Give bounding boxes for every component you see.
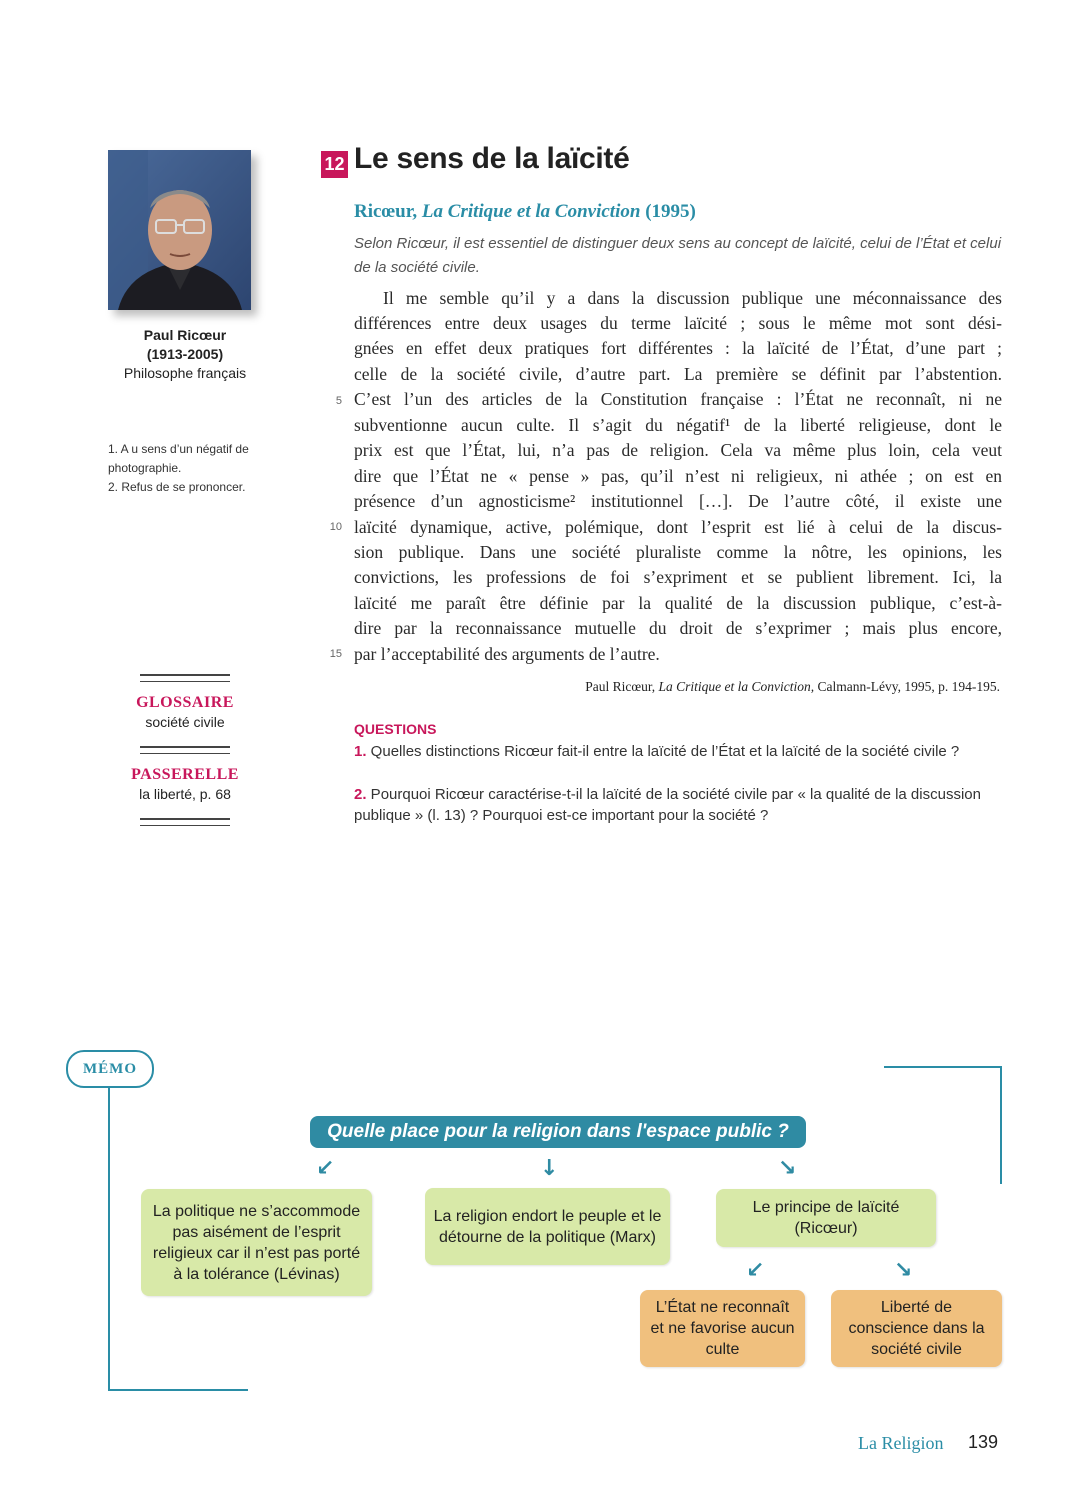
line-number: 15 — [329, 648, 342, 660]
text-line: laïcité me paraît être définie par la qualité de la discussion publique, c’est-à- — [354, 593, 1002, 613]
memo-box-liberte: Liberté de conscience dans la société civile — [831, 1290, 1002, 1367]
text-line: convictions, les professions de foi s’expriment et se publient librement. Ici, la — [354, 567, 1002, 587]
text-line: Il me semble qu’il y a dans la discussion publique une méconnaissance des — [383, 288, 1002, 308]
memo-frame-right — [1000, 1066, 1002, 1184]
arrow-down-left-icon: ↙ — [316, 1156, 335, 1181]
footer-section: La Religion — [858, 1433, 944, 1453]
page-number: 139 — [968, 1432, 999, 1452]
memo-box-levinas: La politique ne s’accommode pas aisément de l’esprit religieux car il n’est pas porté à la tolérance (Lévinas) — [141, 1189, 372, 1296]
text-line: laïcité dynamique, active, polémique, dont l’esprit est lié à celui de la discus- — [354, 517, 1002, 537]
memo-frame-top — [884, 1066, 1002, 1068]
memo-question: Quelle place pour la religion dans l'espace public ? — [310, 1116, 806, 1148]
questions-title: QUESTIONS — [354, 721, 437, 737]
text-line: prix est que l’État, lui, n’a pas de religion. Cela va même plus loin, cela veut — [354, 440, 1002, 460]
divider — [140, 818, 230, 826]
reference-year: (1995) — [640, 201, 696, 222]
footnote-2: 2. Refus de se prononcer. — [108, 480, 246, 494]
text-line: gnées en effet deux pratiques fort différentes : la laïcité de l’État, d’une part ; — [354, 338, 1002, 358]
arrow-down-right-icon: ↘ — [894, 1258, 913, 1283]
question-number: 2. — [354, 786, 367, 803]
glossary-term[interactable]: société civile — [145, 714, 225, 730]
question-item — [354, 741, 1004, 762]
divider — [140, 746, 230, 754]
glossary-title: GLOSSAIRE — [136, 694, 234, 711]
document-reference — [354, 201, 696, 223]
source-author: Paul Ricœur, — [585, 679, 659, 694]
document-intro: Selon Ricœur, il est essentiel de distinguer deux sens au concept de laïcité, celui de l’État et celui de la société civile. — [354, 235, 1002, 276]
text-line: différences entre deux usages du terme laïcité ; sous le même mot sont dési- — [354, 313, 1002, 333]
text-line: subventionne aucun culte. Il s’agit du négatif¹ de la liberté religieuse, dont le — [354, 415, 1002, 435]
source-citation — [585, 679, 1000, 695]
text-line: dire que l’État ne « pense » pas, qu’il n’est ni religieux, ni athée ; on est en — [354, 466, 1002, 486]
text-line: celle de la société civile, d’autre part. La première se définit par l’abstention. — [354, 364, 1002, 384]
question-text: Quelles distinctions Ricœur fait-il entre la laïcité de l’État et la laïcité de la société civile ? — [366, 743, 960, 760]
arrow-down-right-icon: ↘ — [778, 1156, 797, 1181]
portrait-caption — [100, 326, 270, 383]
author-dates: (1913-2005) — [146, 346, 224, 362]
line-number: 10 — [329, 521, 342, 533]
question-text: Pourquoi Ricœur caractérise-t-il la laïcité de la société civile par « la qualité de la discussion publique » (l. 13) ? Pourquoi est-ce important pour la société ? — [354, 786, 981, 824]
memo-badge: MÉMO — [66, 1050, 154, 1088]
question-number: 1. — [354, 743, 367, 760]
line-number: 5 — [335, 395, 342, 407]
source-work: La Critique et la Conviction, — [658, 679, 815, 694]
author-role: Philosophe français — [123, 365, 247, 381]
arrow-down-left-icon: ↙ — [746, 1258, 765, 1283]
passerelle-title: PASSERELLE — [131, 766, 239, 783]
document-title: Le sens de la laïcité — [354, 142, 630, 175]
glossary-block — [130, 674, 240, 826]
memo-frame-bottom — [108, 1389, 248, 1391]
memo-frame-left — [108, 1084, 110, 1390]
passerelle-link[interactable]: la liberté, p. 68 — [139, 786, 231, 802]
question-item — [354, 784, 1004, 826]
reference-author: Ricœur, — [354, 201, 422, 222]
document-number-badge: 12 — [321, 151, 348, 178]
memo-box-ricoeur: Le principe de laïcité (Ricœur) — [716, 1189, 936, 1247]
author-name: Paul Ricœur — [143, 327, 227, 343]
source-publisher: Calmann-Lévy, 1995, p. 194-195. — [814, 679, 1000, 694]
arrow-down-icon: ↓ — [540, 1156, 559, 1181]
footnote-1: 1. A u sens d’un négatif de photographie. — [108, 442, 249, 475]
text-line: par l’acceptabilité des arguments de l’autre. — [354, 644, 660, 664]
author-portrait — [108, 150, 251, 310]
reference-work: La Critique et la Conviction — [421, 201, 641, 222]
text-line: C’est l’un des articles de la Constitution française : l’État ne reconnaît, ni ne — [354, 389, 1002, 409]
text-line: sion publique. Dans une société pluraliste comme la nôtre, les opinions, les — [354, 542, 1002, 562]
memo-box-etat: L’État ne reconnaît et ne favorise aucun culte — [640, 1290, 805, 1367]
memo-box-marx: La religion endort le peuple et le détourne de la politique (Marx) — [425, 1188, 670, 1265]
divider — [140, 674, 230, 682]
footnotes — [108, 440, 278, 497]
text-line: présence d’un agnosticisme² institutionnel […]. De l’autre côté, il existe une — [354, 491, 1002, 511]
text-line: dire par la reconnaissance mutuelle du droit de s’exprimer ; mais plus encore, — [354, 618, 1002, 638]
